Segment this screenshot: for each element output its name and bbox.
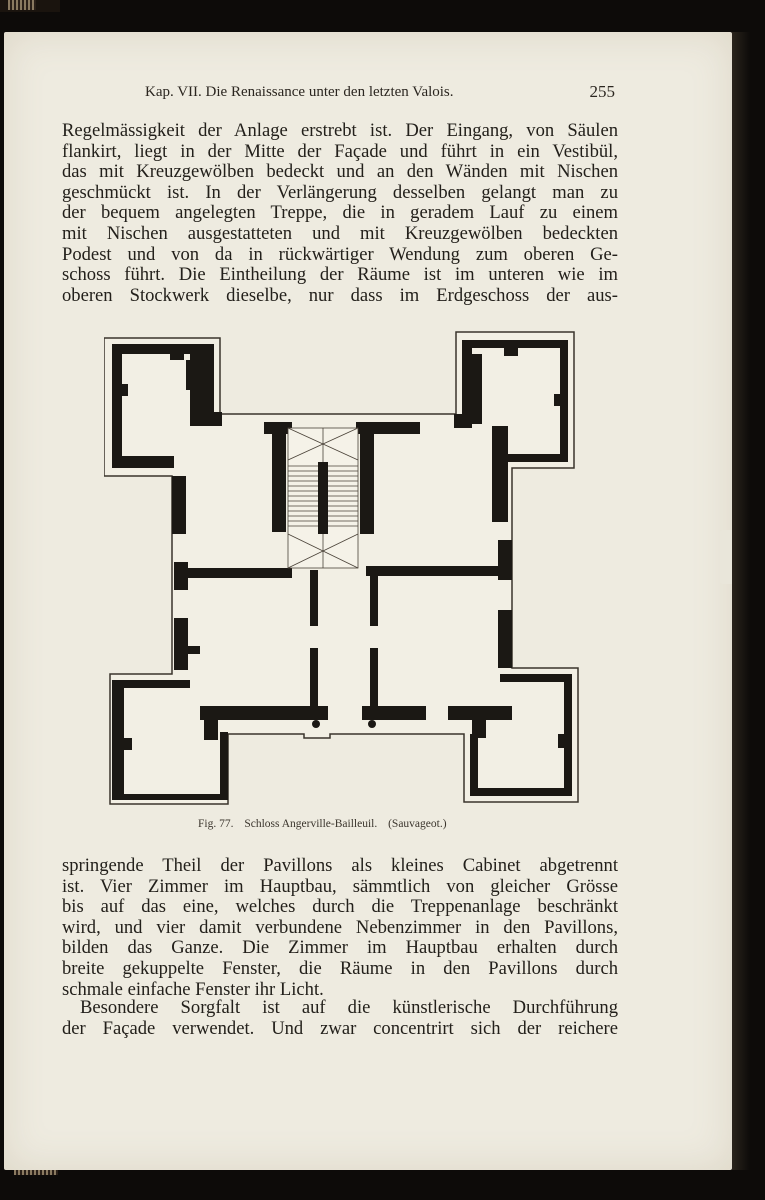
text-line: mit Nischen ausgestatteten und mit Kreuzgewölben bedeckten [62, 222, 618, 244]
text-line: schoss führt. Die Eintheilung der Räume ist im unteren wie im [62, 264, 618, 286]
text-line: bis auf das eine, welches durch die Treppenanlage beschränkt [62, 896, 618, 918]
text-line: wird, und vier damit verbundene Nebenzimmer in den Pavillons, [62, 916, 618, 938]
figure-caption [198, 818, 518, 830]
text-line: schmale einfache Fenster ihr Licht. [62, 978, 324, 1000]
text-line: Regelmässigkeit der Anlage erstrebt ist. Der Eingang, von Säulen [62, 120, 618, 141]
figure-caption-text: Schloss Angerville-Bailleuil. [244, 818, 378, 830]
paragraph-top [62, 121, 618, 306]
spine-ornament-top [8, 0, 36, 10]
page-number: 255 [589, 82, 615, 101]
paragraph-bottom [62, 856, 618, 1000]
text-line: geschmückt ist. In der Verlängerung desselben gelangt man zu [62, 181, 618, 203]
text-line: Besondere Sorgfalt ist auf die künstlerische Durchführung [80, 997, 618, 1018]
figure-credit: (Sauvageot.) [388, 818, 447, 830]
figure-label: Fig. 77. [198, 818, 234, 830]
text-line: flankirt, liegt in der Mitte der Façade und führt in ein Vestibül, [62, 140, 618, 162]
paragraph-next [62, 998, 618, 1039]
page-marker-tab [720, 530, 732, 584]
floor-plan-figure [104, 330, 584, 810]
running-title: Kap. VII. Die Renaissance unter den letzten Valois. [145, 84, 454, 100]
text-line: springende Theil der Pavillons als kleines Cabinet abgetrennt [62, 855, 618, 876]
text-line: der bequem angelegten Treppe, die in geradem Lauf zu einem [62, 202, 618, 224]
text-line: das mit Kreuzgewölben bedeckt und an den Wänden mit Nischen [62, 161, 618, 183]
book-edge-top [0, 0, 60, 12]
text-line: ist. Vier Zimmer im Hauptbau, sämmtlich von gleicher Grösse [62, 875, 618, 897]
text-line: Podest und von da in rückwärtiger Wendung zum oberen Ge- [62, 243, 618, 265]
text-line: breite gekuppelte Fenster, die Räume in den Pavillons durch [62, 957, 618, 979]
text-line: oberen Stockwerk dieselbe, nur dass im Erdgeschoss der aus- [62, 284, 618, 306]
text-line: der Façade verwendet. Und zwar concentrirt sich der reichere [62, 1017, 618, 1039]
text-line: bilden das Ganze. Die Zimmer im Hauptbau erhalten durch [62, 937, 618, 959]
floor-plan-drawing [104, 330, 584, 810]
running-header [145, 84, 615, 106]
